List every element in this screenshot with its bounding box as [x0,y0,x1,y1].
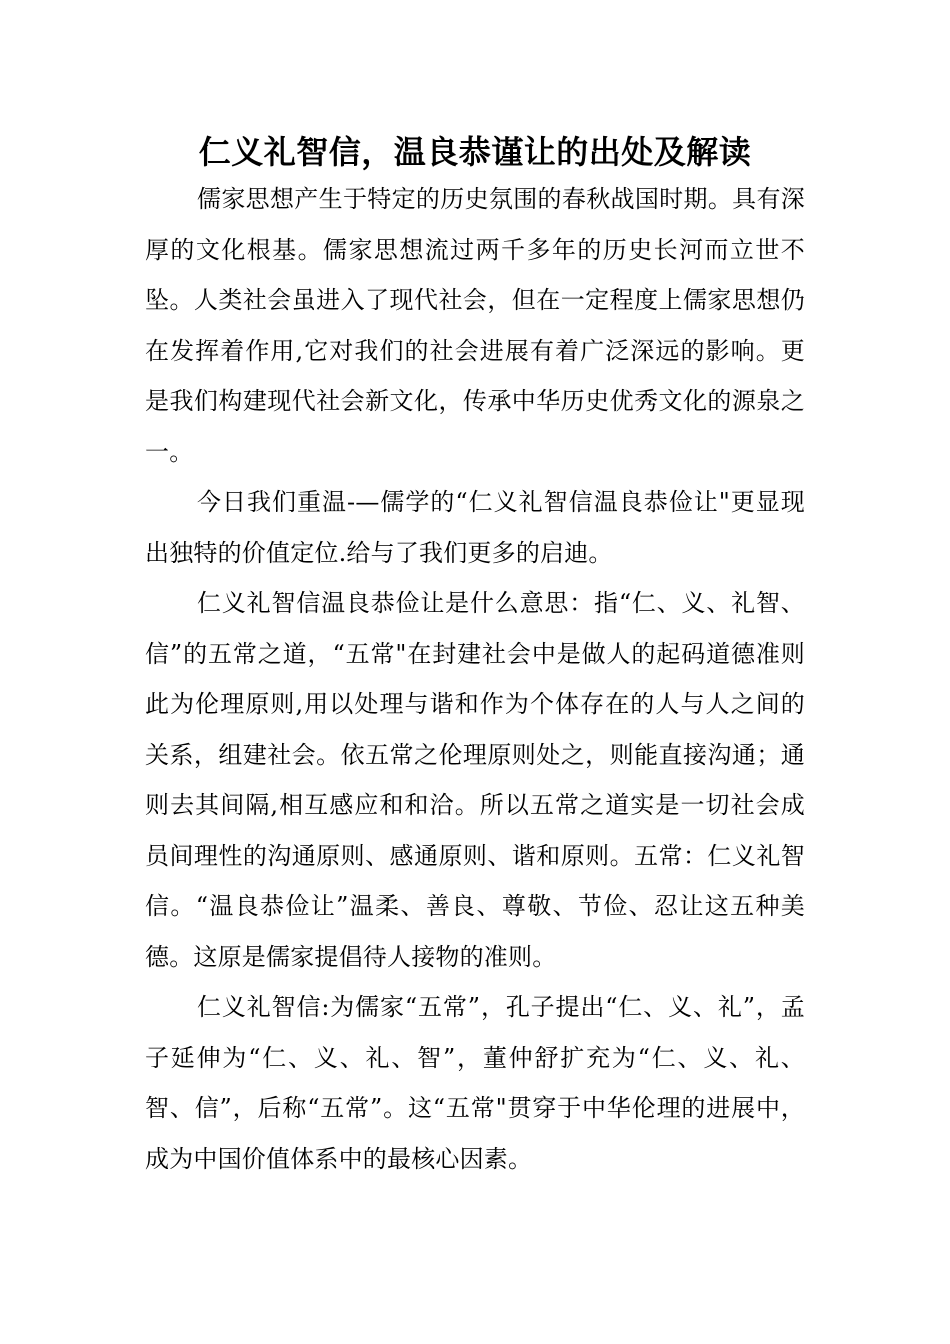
paragraph-revisit: 今日我们重温-—儒学的“仁义礼智信温良恭俭让"更显现出独特的价值定位.给与了我们更多的启迪。 [145,488,805,567]
paragraph-five-constants: 仁义礼智信:为儒家“五常”，孔子提出“仁、义、礼”，孟子延伸为“仁、义、礼、智”，董仲舒扩充为“仁、义、礼、智、信”，后称“五常”。这“五常"贯穿于中华伦理的进展中，成为中国价值体系中的最核心因素。 [145,993,805,1173]
document-body [145,174,805,1184]
paragraph-meaning: 仁义礼智信温良恭俭让是什么意思：指“仁、义、礼智、信”的五常之道，“五常"在封建社会中是做人的起码道德准则此为伦理原则,用以处理与谐和作为个体存在的人与人之间的关系，组建社会。依五常之伦理原则处之，则能直接沟通；通则去其间隔,相互感应和和洽。所以五常之道实是一切社会成员间理性的沟通原则、感通原则、谐和原则。五常：仁义礼智信。“温良恭俭让”温柔、善良、尊敬、节俭、忍让这五种美德。这原是儒家提倡待人接物的准则。 [145,589,805,971]
paragraph-intro: 儒家思想产生于特定的历史氛围的春秋战国时期。具有深厚的文化根基。儒家思想流过两千多年的历史长河而立世不坠。人类社会虽进入了现代社会，但在一定程度上儒家思想仍在发挥着作用,它对我们的社会进展有着广泛深远的影响。更是我们构建现代社会新文化，传承中华历史优秀文化的源泉之一。 [145,185,805,466]
document-title: 仁义礼智信，温良恭谨让的出处及解读 [198,133,752,171]
